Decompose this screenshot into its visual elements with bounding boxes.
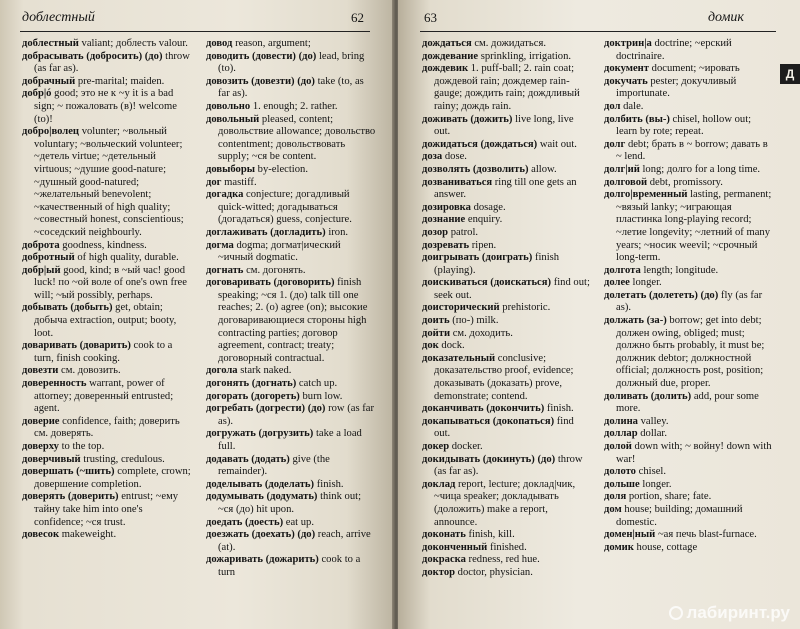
entry-headword: додавать (додать): [206, 453, 290, 465]
entry-definition: finish, kill.: [468, 529, 515, 541]
dictionary-entry: [22, 365, 194, 378]
dictionary-entry: [22, 76, 194, 89]
page-number-left: 62: [351, 10, 364, 25]
dictionary-entry: [422, 164, 592, 177]
dictionary-entry: [604, 491, 774, 504]
left-page-column-1: [22, 38, 194, 580]
entry-definition: pleased, content; довольствие allowance; довольство contentment; довольствовать supply; ~ся be content.: [218, 113, 376, 163]
entry-headword: догадка: [206, 189, 244, 201]
entry-definition: docker.: [451, 441, 483, 452]
dictionary-entry: [422, 252, 592, 277]
entry-definition: fly (as far as).: [616, 289, 763, 314]
watermark-text: лабиринт.ру: [686, 603, 790, 622]
dictionary-entry: [422, 227, 592, 240]
dictionary-entry: [422, 353, 592, 403]
dictionary-entry: [22, 416, 194, 441]
right-page-column-2: [604, 38, 774, 580]
dictionary-entry: [22, 340, 194, 365]
entry-headword: долой: [604, 441, 632, 452]
entry-headword: доваривать (доварить): [22, 340, 131, 352]
entry-definition: longer.: [642, 478, 672, 490]
dictionary-entry: [422, 542, 592, 555]
entry-headword: доклад: [422, 478, 456, 490]
dictionary-entry: [206, 265, 378, 278]
page-number-right: 63: [424, 10, 437, 25]
entry-definition: reach, arrive (at).: [218, 529, 371, 553]
left-page: [0, 0, 394, 629]
entry-definition: take (to, as far as).: [218, 75, 364, 100]
entry-definition: throw (as far as).: [434, 453, 583, 478]
entry-definition: debt, promissory.: [649, 176, 723, 188]
entry-headword: документ: [604, 63, 649, 75]
entry-definition: 1. puff-ball; 2. rain coat; дождевой rain; дождемер rain-gauge; дождить rain; дождливый rainy; дождь rain.: [434, 63, 580, 112]
entry-headword: дождевик: [422, 63, 469, 75]
entry-definition: finish.: [546, 403, 574, 415]
entry-headword: довезти: [22, 365, 59, 377]
dictionary-entry: [22, 38, 194, 51]
entry-headword: додумывать (додумать): [206, 491, 318, 503]
dictionary-entry: [604, 277, 774, 290]
entry-definition: stark naked.: [240, 365, 292, 377]
entry-definition: finish (playing).: [434, 252, 560, 276]
dictionary-entry: [206, 517, 378, 530]
dictionary-entry: [206, 378, 378, 391]
dictionary-entry: [206, 189, 378, 227]
labyrinth-logo-icon: [669, 606, 683, 620]
entry-definition: trusting, credulous.: [83, 453, 165, 465]
entry-definition: lasting, permanent; ~вязый lanky; ~играющая пластинка long-playing record; ~летие longevity; ~летний of many years; ~носик weevil; ~срочный long-term.: [616, 189, 772, 264]
entry-headword: доверять (доверить): [22, 491, 119, 503]
entry-headword: доля: [604, 491, 627, 503]
running-head-right: домик: [707, 10, 744, 25]
dictionary-entry: [206, 51, 378, 76]
entry-headword: долетать (долететь) (до): [604, 289, 719, 301]
entry-headword: доканчивать (докончить): [422, 403, 545, 415]
entry-headword: добротный: [22, 252, 75, 264]
entry-headword: дожаривать (дожарить): [206, 554, 319, 566]
entry-headword: дознание: [422, 214, 466, 226]
entry-definition: house; building; домашний domestic.: [616, 503, 743, 528]
entry-definition: dose.: [444, 151, 467, 163]
entry-headword: доказательный: [422, 352, 496, 364]
dictionary-entry: [422, 567, 592, 580]
header-rule-right: [420, 31, 776, 32]
entry-definition: get, obtain; добыча extraction, output; booty, loot.: [34, 302, 177, 339]
dictionary-entry: [206, 479, 378, 492]
dictionary-entry: [422, 529, 592, 542]
dictionary-entry: [422, 302, 592, 315]
entry-headword: добрасывать (добросить) (до): [22, 50, 163, 62]
entry-definition: catch up.: [298, 378, 338, 390]
left-page-columns: [22, 38, 378, 580]
entry-headword: доверенность: [22, 378, 87, 390]
entry-definition: dock.: [441, 340, 465, 352]
right-page-columns: [422, 38, 774, 580]
dictionary-entry: [604, 416, 774, 429]
dictionary-entry: [422, 139, 592, 152]
entry-headword: доисторический: [422, 302, 500, 314]
entry-headword: докапываться (докопаться): [422, 415, 555, 427]
dictionary-entry: [22, 88, 194, 126]
entry-headword: доводить (довести) (до): [206, 50, 317, 62]
dictionary-entry: [422, 340, 592, 353]
entry-headword: доделывать (доделать): [206, 478, 315, 490]
dictionary-entry: [604, 290, 774, 315]
dictionary-entry: [206, 76, 378, 101]
entry-definition: live long, live out.: [434, 113, 574, 138]
entry-headword: договаривать (договорить): [206, 277, 335, 289]
entry-headword: долг: [604, 138, 626, 150]
entry-definition: burn low.: [302, 390, 343, 402]
dictionary-entry: [22, 441, 194, 454]
dictionary-entry: [422, 177, 592, 202]
entry-definition: give (the remainder).: [218, 453, 330, 478]
dictionary-entry: [422, 214, 592, 227]
watermark: [669, 603, 790, 623]
entry-definition: add, pour some more.: [616, 390, 759, 415]
entry-definition: ripen.: [471, 239, 497, 251]
entry-definition: 1. enough; 2. rather.: [252, 100, 338, 112]
dictionary-entry: [422, 63, 592, 113]
entry-definition: house, cottage: [636, 541, 698, 553]
entry-definition: goodness, kindness.: [62, 239, 147, 251]
entry-definition: iron.: [328, 226, 349, 238]
dictionary-entry: [604, 315, 774, 391]
entry-definition: conjecture; догадливый quick-witted; догадываться (догадаться) guess, conjecture.: [218, 189, 352, 226]
entry-headword: доливать (долить): [604, 390, 692, 402]
dictionary-entry: [604, 428, 774, 441]
entry-definition: sprinkling, irrigation.: [480, 50, 572, 62]
entry-definition: good, kind; в ~ый час! good luck! по ~ой воле of one's own free will; ~ый possibly, perhaps.: [34, 264, 187, 301]
entry-definition: dogma; догмат|ический ~ичный dogmatic.: [218, 239, 341, 264]
entry-headword: дольше: [604, 478, 640, 490]
dictionary-entry: [422, 403, 592, 416]
dictionary-entry: [22, 51, 194, 76]
thumb-index-tab: Д: [780, 64, 800, 84]
dictionary-entry: [422, 51, 592, 64]
entry-headword: довершать (~шить): [22, 466, 115, 478]
entry-definition: long; долго for a long time.: [642, 163, 761, 175]
entry-headword: довольный: [206, 113, 260, 125]
dictionary-entry: [206, 38, 378, 51]
entry-headword: догма: [206, 239, 234, 251]
right-page-column-1: [422, 38, 592, 580]
dictionary-entry: [206, 391, 378, 404]
dictionary-entry: [604, 177, 774, 190]
header-rule-left: [20, 31, 370, 32]
entry-headword: доверие: [22, 415, 60, 427]
entry-headword: доверху: [22, 441, 59, 452]
entry-definition: reason, argument;: [235, 38, 311, 49]
entry-headword: догорать (догореть): [206, 390, 300, 402]
entry-definition: pre-marital; maiden.: [77, 75, 165, 87]
dictionary-entry: [604, 189, 774, 265]
entry-headword: доглаживать (догладить): [206, 226, 326, 238]
left-page-column-2: [206, 38, 378, 580]
entry-definition: cook to a turn, finish cooking.: [34, 340, 173, 364]
dictionary-entry: [22, 529, 194, 542]
entry-definition: entrust; ~ему тайну take him into one's confidence; ~ся trust.: [34, 491, 179, 528]
entry-headword: дозревать: [422, 239, 470, 251]
dictionary-entry: [22, 466, 194, 491]
entry-headword: домен|ный: [604, 529, 656, 541]
entry-definition: down with; ~ войну! down with war!: [616, 441, 772, 465]
dictionary-entry: [604, 114, 774, 139]
dictionary-entry: [206, 403, 378, 428]
entry-definition: allow.: [531, 163, 557, 175]
entry-headword: доверчивый: [22, 453, 81, 465]
entry-headword: добывать (добыть): [22, 302, 113, 314]
entry-headword: доконать: [422, 529, 466, 541]
entry-definition: debt; брать в ~ borrow; давать в ~ lend.: [616, 138, 768, 163]
entry-definition: complete, crown; довершение completion.: [34, 466, 191, 490]
entry-headword: докер: [422, 441, 450, 452]
entry-headword: дозваниваться: [422, 176, 493, 188]
entry-headword: догребать (догрести) (до): [206, 403, 326, 415]
dictionary-entry: [604, 139, 774, 164]
dictionary-entry: [422, 240, 592, 253]
entry-headword: доедать (доесть): [206, 516, 284, 528]
dictionary-entry: [206, 177, 378, 190]
dictionary-entry: [22, 252, 194, 265]
entry-definition: take a load full.: [218, 428, 362, 452]
entry-definition: redness, red hue.: [468, 554, 540, 566]
entry-definition: of high quality, durable.: [77, 252, 179, 264]
entry-headword: добрачный: [22, 75, 76, 87]
dictionary-entry: [604, 38, 774, 63]
entry-definition: borrow; get into debt; должен owing, obliged; must; должно быть probably, it must be; должник debtor; должностной official; должность post, position; должный due, proper.: [616, 315, 765, 390]
entry-definition: prehistoric.: [502, 302, 551, 314]
dictionary-entry: [604, 164, 774, 177]
entry-headword: долго|временный: [604, 189, 688, 201]
dictionary-entry: [422, 328, 592, 341]
entry-definition: wait out.: [539, 138, 577, 150]
entry-definition: conclusive; доказательство proof, evidence; доказывать (доказать) prove, demonstrate; contend.: [434, 352, 574, 402]
entry-definition: chisel, hollow out; learn by rote; repeat.: [616, 113, 752, 138]
dictionary-entry: [206, 227, 378, 240]
dictionary-entry: [422, 114, 592, 139]
dictionary-entry: [206, 277, 378, 365]
dictionary-entry: [206, 454, 378, 479]
entry-headword: довыборы: [206, 163, 256, 175]
entry-headword: доконченный: [422, 541, 488, 553]
entry-definition: find out.: [434, 415, 574, 440]
entry-definition: mastiff.: [224, 176, 257, 188]
entry-definition: by-election.: [257, 163, 308, 175]
dictionary-entry: [422, 315, 592, 328]
dictionary-entry: [22, 378, 194, 416]
entry-definition: dollar.: [640, 428, 668, 440]
entry-headword: доезжать (доехать) (до): [206, 529, 316, 541]
entry-headword: догнать: [206, 264, 244, 276]
dictionary-entry: [604, 441, 774, 466]
entry-definition: to the top.: [61, 441, 105, 452]
entry-headword: довод: [206, 38, 233, 49]
entry-headword: доллар: [604, 428, 638, 440]
dictionary-entry: [422, 554, 592, 567]
entry-definition: volunter; ~вольный voluntary; ~вольческий volunteer; ~детель virtue; ~детельный virtuous; ~душие good-nature; ~душный good-natured; ~желательный benevolent; ~качественный of high quality; ~совестный honest, conscientious; ~соседский neighbourly.: [34, 126, 184, 238]
dictionary-entry: [604, 76, 774, 101]
entry-headword: дождевание: [422, 50, 479, 62]
entry-headword: долина: [604, 415, 638, 427]
entry-headword: домик: [604, 541, 634, 553]
dictionary-entry: [422, 277, 592, 302]
entry-definition: warrant, power of attorney; доверенный entrusted; agent.: [34, 378, 174, 415]
entry-headword: докраска: [422, 554, 466, 566]
dictionary-entry: [604, 265, 774, 278]
entry-definition: good; это не к ~у it is a bad sign; ~ пожаловать (в)! welcome (to)!: [34, 88, 177, 125]
dictionary-entry: [22, 240, 194, 253]
entry-headword: должать (за-): [604, 315, 667, 327]
dictionary-entry: [422, 151, 592, 164]
entry-definition: patrol.: [450, 226, 479, 238]
entry-headword: доблестный: [22, 38, 79, 49]
entry-headword: догонять (догнать): [206, 378, 297, 390]
dictionary-entry: [22, 126, 194, 239]
entry-headword: довольно: [206, 100, 251, 112]
dictionary-entry: [422, 454, 592, 479]
dictionary-entry: [22, 491, 194, 529]
dictionary-entry: [604, 63, 774, 76]
entry-headword: долото: [604, 466, 636, 478]
dictionary-entry: [604, 466, 774, 479]
entry-definition: valiant; доблесть valour.: [81, 38, 188, 49]
entry-definition: doctrine; ~ерский doctrinaire.: [616, 38, 732, 62]
entry-definition: lead, bring (to).: [218, 50, 365, 75]
entry-headword: дол: [604, 100, 621, 112]
dictionary-entry: [22, 454, 194, 467]
dictionary-entry: [206, 114, 378, 164]
entry-headword: довесок: [22, 529, 60, 541]
entry-headword: долее: [604, 277, 630, 289]
dictionary-entry: [206, 554, 378, 579]
dictionary-entry: [206, 164, 378, 177]
dictionary-entry: [22, 265, 194, 303]
dictionary-entry: [604, 504, 774, 529]
entry-definition: pester; докучливый importunate.: [616, 75, 737, 100]
entry-headword: долг|ий: [604, 163, 640, 175]
dictionary-entry: [206, 428, 378, 453]
dictionary-entry: [422, 38, 592, 51]
entry-definition: find out; seek out.: [434, 277, 590, 301]
entry-definition: finish speaking; ~ся 1. (до) talk till one reaches; 2. (о) agree (on); высокие договаривающиеся стороны high contracting parties; договор agreement, contract; treaty; договорный contractual.: [218, 277, 368, 364]
entry-definition: dale.: [623, 100, 644, 112]
entry-headword: доброта: [22, 239, 60, 251]
entry-headword: докидывать (докинуть) (до): [422, 453, 556, 465]
entry-definition: document; ~ировать: [651, 63, 740, 75]
entry-headword: доктор: [422, 566, 456, 578]
dictionary-entry: [422, 479, 592, 529]
dictionary-entry: [604, 101, 774, 114]
dictionary-entry: [206, 491, 378, 516]
entry-headword: долгота: [604, 264, 641, 276]
entry-headword: добро|волец: [22, 126, 80, 138]
dictionary-entry: [206, 529, 378, 554]
entry-headword: докучать: [604, 75, 648, 87]
running-head-left: доблестный: [22, 10, 95, 25]
entry-definition: (по-) milk.: [452, 315, 499, 327]
entry-definition: cook to a turn: [218, 554, 361, 578]
right-page: [398, 0, 800, 629]
dictionary-entry: [206, 365, 378, 378]
entry-definition: doctor, physician.: [457, 566, 533, 578]
entry-headword: добр|ó: [22, 88, 52, 100]
dictionary-entry: [206, 240, 378, 265]
entry-definition: см. догонять.: [246, 264, 306, 276]
dictionary-entry: [422, 441, 592, 454]
entry-headword: доктрин|а: [604, 38, 652, 49]
entry-definition: makeweight.: [61, 529, 117, 541]
entry-definition: eat up.: [285, 516, 315, 528]
entry-headword: доза: [422, 151, 443, 163]
entry-headword: дом: [604, 503, 622, 515]
entry-definition: throw (as far as).: [34, 50, 190, 75]
entry-definition: ~ая печь blast-furnace.: [657, 529, 757, 541]
entry-headword: дозор: [422, 226, 449, 238]
entry-definition: report, lecture; доклад|чик, ~чица speaker; докладывать (доложить) make a report, announce.: [434, 478, 576, 528]
entry-definition: row (as far as).: [218, 403, 374, 427]
entry-definition: valley.: [640, 415, 669, 427]
entry-headword: догружать (догрузить): [206, 428, 314, 440]
entry-definition: см. дожидаться.: [474, 38, 546, 49]
entry-headword: док: [422, 340, 439, 352]
entry-headword: долбить (вы-): [604, 113, 670, 125]
dictionary-entry: [604, 529, 774, 542]
entry-headword: довозить (довезти) (до): [206, 75, 315, 87]
dictionary-entry: [22, 302, 194, 340]
dictionary-entry: [206, 101, 378, 114]
entry-definition: think out; ~ся (до) hit upon.: [218, 491, 362, 515]
dictionary-entry: [422, 416, 592, 441]
entry-definition: см. доходить.: [452, 327, 513, 339]
entry-definition: longer.: [632, 277, 662, 289]
entry-definition: см. довозить.: [61, 365, 121, 377]
entry-headword: догола: [206, 365, 238, 377]
entry-definition: ring till one gets an answer.: [434, 176, 577, 201]
entry-definition: finished.: [489, 541, 527, 553]
entry-definition: chisel.: [638, 466, 666, 478]
entry-headword: дозировка: [422, 201, 471, 213]
dictionary-entry: [422, 202, 592, 215]
dictionary-entry: [604, 391, 774, 416]
entry-headword: доигрывать (доиграть): [422, 252, 533, 264]
entry-headword: дозволять (дозволить): [422, 163, 529, 175]
entry-headword: дождаться: [422, 38, 472, 49]
entry-definition: confidence, faith; доверить см. доверять.: [34, 415, 180, 440]
entry-headword: долговой: [604, 176, 648, 188]
entry-headword: доить: [422, 315, 450, 327]
entry-headword: доискиваться (доискаться): [422, 277, 552, 289]
entry-definition: portion, share; fate.: [628, 491, 712, 503]
entry-definition: finish.: [316, 478, 344, 490]
entry-headword: добр|ый: [22, 264, 61, 276]
entry-headword: доживать (дожить): [422, 113, 513, 125]
dictionary-entry: [604, 479, 774, 492]
entry-definition: dosage.: [473, 201, 506, 213]
dictionary-entry: [604, 542, 774, 555]
entry-headword: дог: [206, 176, 222, 188]
entry-headword: дойти: [422, 327, 451, 339]
entry-headword: дожидаться (дождаться): [422, 138, 538, 150]
entry-definition: length; longitude.: [643, 264, 719, 276]
entry-definition: enquiry.: [467, 214, 503, 226]
